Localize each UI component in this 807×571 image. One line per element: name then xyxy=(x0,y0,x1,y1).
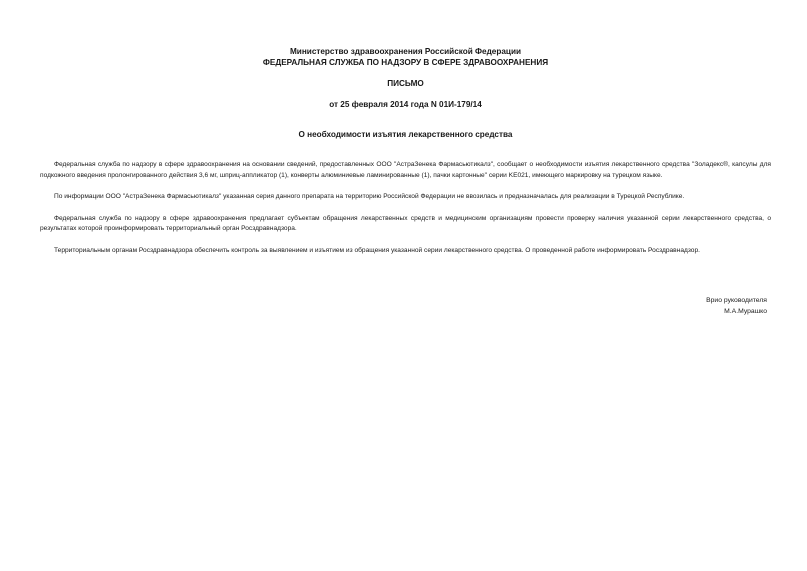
signatory-name: М.А.Мурашко xyxy=(724,307,767,315)
service-name: ФЕДЕРАЛЬНАЯ СЛУЖБА ПО НАДЗОРУ В СФЕРЕ ЗДРАВООХРАНЕНИЯ xyxy=(262,58,549,67)
signatory-position: Врио руководителя xyxy=(706,297,767,304)
document-header xyxy=(40,46,771,68)
paragraph-1: Федеральная служба по надзору в сфере здравоохранения на основании сведений, предоставленных ООО "АстраЗенека Фармасьютикалз", сообщает о необходимости изъятия лекарственного средства "Золадекс®, капсулы для подкожного введения пролонгированного действия 3,6 мг, шприц-аппликатор (1), конверты алюминиевые ламинированные (1), пачки картонные" серии KE021, имеющего маркировку на турецком языке. xyxy=(40,161,771,179)
document-body xyxy=(40,160,771,267)
paragraph-3: Федеральная служба по надзору в сфере здравоохранения предлагает субъектам обращения лекарственных средств и медицинским организациям провести проверку наличия указанной серии лекарственного средства, о результатах которой проинформировать территориальный орган Росздравнадзора. xyxy=(40,214,771,232)
signature-block xyxy=(706,296,767,317)
paragraph-2: По информации ООО "АстраЗенека Фармасьютикалз" указанная серия данного препарата на территорию Российской Федерации не ввозилась и предназначалась для реализации в Турецкой Республике. xyxy=(54,193,685,200)
document-date-number: от 25 февраля 2014 года N 01И-179/14 xyxy=(329,100,482,109)
paragraph-4: Территориальным органам Росздравнадзора обеспечить контроль за выявлением и изъятием из обращения указанной серии лекарственного средства. О проведенной работе информировать Росздравнадзор. xyxy=(54,246,700,254)
document-page xyxy=(40,0,771,571)
document-type: ПИСЬМО xyxy=(387,79,424,88)
ministry-name: Министерство здравоохранения Российской Федерации xyxy=(289,47,522,56)
document-subject: О необходимости изъятия лекарственного средства xyxy=(298,130,513,139)
